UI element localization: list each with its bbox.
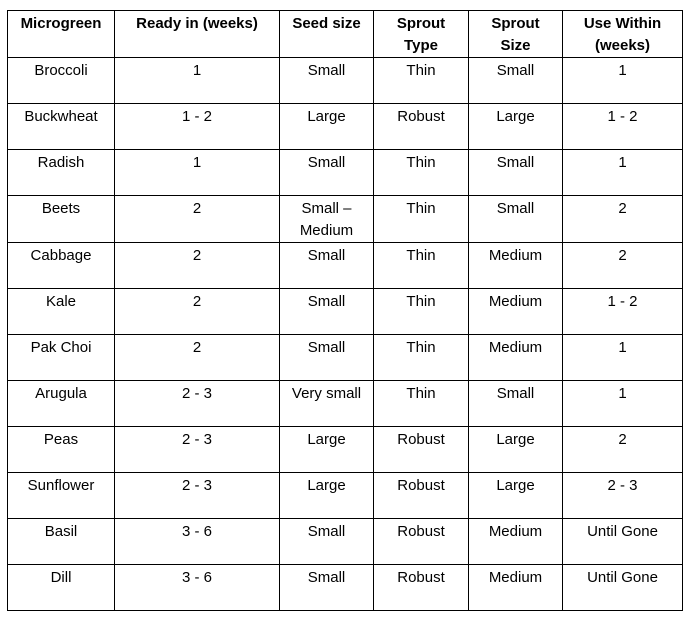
cell-sprout-type: Thin (374, 335, 469, 381)
table-row (8, 427, 683, 473)
cell-use-within: 2 (563, 243, 683, 289)
cell-ready-in: 2 (115, 196, 280, 243)
cell-seed-size: Small (280, 289, 374, 335)
cell-microgreen: Sunflower (8, 473, 115, 519)
microgreens-table (7, 10, 683, 611)
cell-microgreen: Broccoli (8, 58, 115, 104)
cell-use-within: 1 (563, 58, 683, 104)
cell-use-within: 1 (563, 335, 683, 381)
header-sprout-type: Sprout Type (374, 11, 469, 58)
cell-sprout-type: Robust (374, 427, 469, 473)
cell-use-within: 2 (563, 196, 683, 243)
cell-sprout-type: Robust (374, 104, 469, 150)
cell-use-within: 1 (563, 150, 683, 196)
cell-sprout-size: Small (469, 150, 563, 196)
cell-use-within: 1 - 2 (563, 104, 683, 150)
cell-use-within: Until Gone (563, 519, 683, 565)
table-row (8, 565, 683, 611)
cell-ready-in: 1 (115, 150, 280, 196)
cell-sprout-type: Thin (374, 243, 469, 289)
header-use-within: Use Within (weeks) (563, 11, 683, 58)
table-row (8, 289, 683, 335)
cell-ready-in: 1 (115, 58, 280, 104)
cell-sprout-size: Medium (469, 335, 563, 381)
cell-sprout-type: Robust (374, 473, 469, 519)
cell-sprout-type: Thin (374, 150, 469, 196)
cell-seed-size: Small (280, 243, 374, 289)
cell-sprout-type: Robust (374, 565, 469, 611)
cell-sprout-size: Medium (469, 243, 563, 289)
cell-sprout-type: Thin (374, 196, 469, 243)
cell-ready-in: 3 - 6 (115, 519, 280, 565)
header-row (8, 11, 683, 58)
cell-seed-size: Large (280, 104, 374, 150)
cell-seed-size: Small (280, 565, 374, 611)
cell-use-within: 1 (563, 381, 683, 427)
cell-ready-in: 2 (115, 289, 280, 335)
cell-use-within: 2 - 3 (563, 473, 683, 519)
cell-microgreen: Pak Choi (8, 335, 115, 381)
table-row (8, 104, 683, 150)
table-row (8, 196, 683, 243)
cell-sprout-size: Small (469, 196, 563, 243)
cell-ready-in: 3 - 6 (115, 565, 280, 611)
cell-microgreen: Kale (8, 289, 115, 335)
cell-ready-in: 2 (115, 243, 280, 289)
cell-ready-in: 2 - 3 (115, 381, 280, 427)
cell-microgreen: Radish (8, 150, 115, 196)
cell-ready-in: 2 (115, 335, 280, 381)
cell-sprout-size: Small (469, 381, 563, 427)
cell-microgreen: Basil (8, 519, 115, 565)
cell-sprout-size: Small (469, 58, 563, 104)
cell-sprout-size: Medium (469, 289, 563, 335)
cell-use-within: 1 - 2 (563, 289, 683, 335)
table-row (8, 243, 683, 289)
cell-sprout-type: Thin (374, 58, 469, 104)
table-row (8, 519, 683, 565)
table-row (8, 335, 683, 381)
cell-sprout-size: Large (469, 427, 563, 473)
cell-ready-in: 2 - 3 (115, 473, 280, 519)
cell-seed-size: Small (280, 335, 374, 381)
cell-seed-size: Small (280, 150, 374, 196)
cell-microgreen: Arugula (8, 381, 115, 427)
cell-sprout-size: Large (469, 104, 563, 150)
cell-sprout-type: Thin (374, 381, 469, 427)
header-microgreen: Microgreen (8, 11, 115, 58)
cell-sprout-size: Large (469, 473, 563, 519)
header-sprout-size: Sprout Size (469, 11, 563, 58)
cell-seed-size: Small (280, 519, 374, 565)
cell-microgreen: Peas (8, 427, 115, 473)
cell-seed-size: Small (280, 58, 374, 104)
table-row (8, 58, 683, 104)
cell-sprout-size: Medium (469, 519, 563, 565)
cell-microgreen: Dill (8, 565, 115, 611)
table-row (8, 150, 683, 196)
cell-use-within: Until Gone (563, 565, 683, 611)
cell-microgreen: Beets (8, 196, 115, 243)
cell-ready-in: 2 - 3 (115, 427, 280, 473)
cell-seed-size: Large (280, 427, 374, 473)
cell-ready-in: 1 - 2 (115, 104, 280, 150)
cell-microgreen: Cabbage (8, 243, 115, 289)
table-row (8, 381, 683, 427)
cell-sprout-type: Thin (374, 289, 469, 335)
cell-microgreen: Buckwheat (8, 104, 115, 150)
cell-sprout-size: Medium (469, 565, 563, 611)
cell-seed-size: Large (280, 473, 374, 519)
cell-seed-size: Small – Medium (280, 196, 374, 243)
header-ready-in: Ready in (weeks) (115, 11, 280, 58)
cell-seed-size: Very small (280, 381, 374, 427)
cell-sprout-type: Robust (374, 519, 469, 565)
header-seed-size: Seed size (280, 11, 374, 58)
cell-use-within: 2 (563, 427, 683, 473)
table-row (8, 473, 683, 519)
